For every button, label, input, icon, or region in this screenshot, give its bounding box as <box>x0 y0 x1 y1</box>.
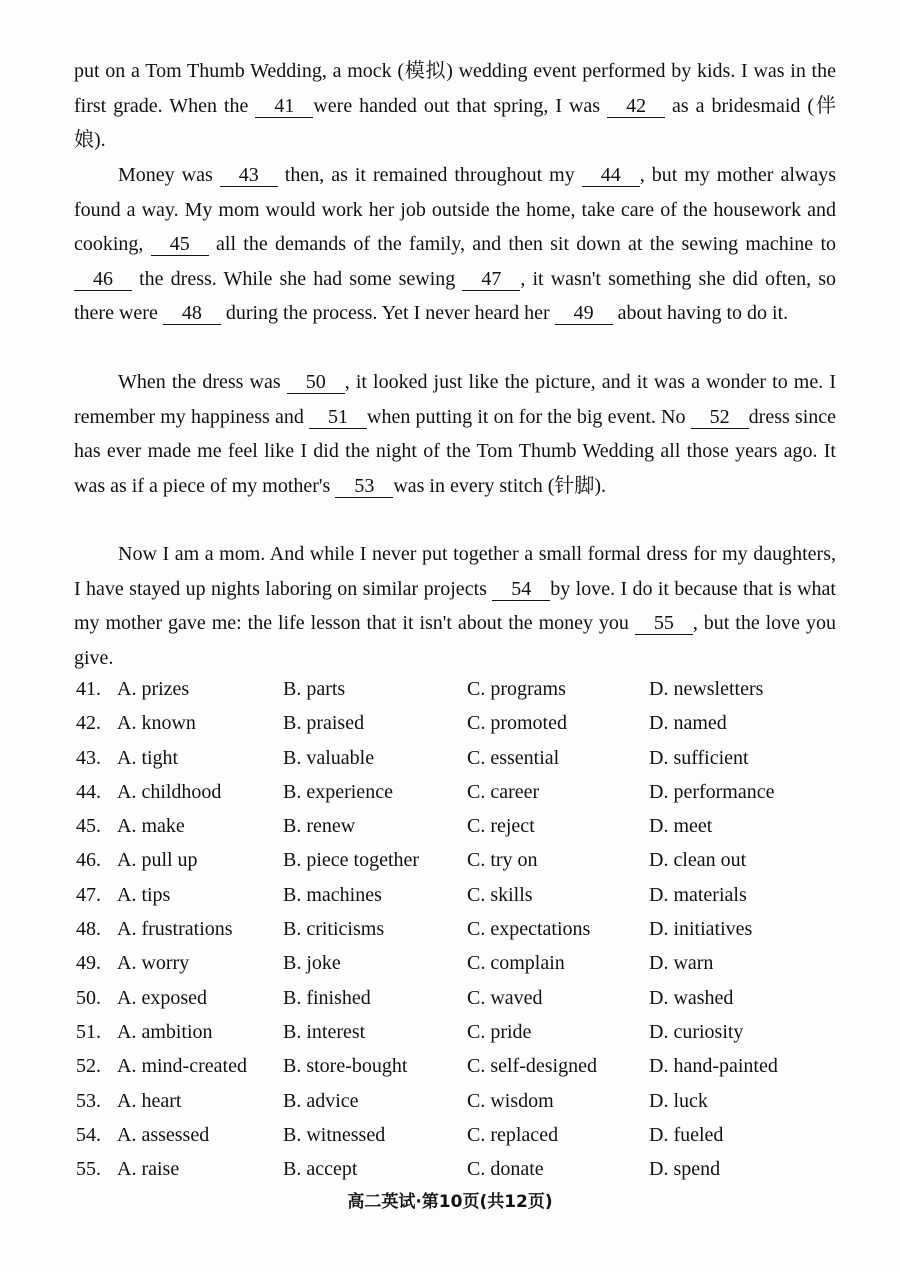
option-a: A. mind-created <box>117 1055 247 1078</box>
option-c: C. complain <box>467 952 565 975</box>
option-b: B. renew <box>283 815 356 838</box>
passage-text: then, as it remained throughout my <box>277 164 582 186</box>
question-row <box>76 1086 866 1120</box>
option-d: D. clean out <box>649 849 747 872</box>
option-d: D. warn <box>649 952 714 975</box>
option-d: D. meet <box>649 815 713 838</box>
option-d: D. newsletters <box>649 678 764 700</box>
option-c: C. expectations <box>467 918 591 941</box>
question-number: 54. <box>76 1123 101 1146</box>
option-a: A. heart <box>117 1089 182 1112</box>
answer-blank: 48 <box>163 302 221 325</box>
answer-blank: 49 <box>555 302 613 325</box>
passage-text: about having to do it. <box>612 302 789 325</box>
question-row <box>76 743 866 777</box>
option-a: A. frustrations <box>117 918 233 941</box>
option-a: A. make <box>117 815 185 838</box>
option-c: C. donate <box>467 1158 544 1181</box>
question-row <box>76 948 866 982</box>
option-d: D. hand-painted <box>649 1055 778 1078</box>
question-row <box>76 708 866 742</box>
passage-text: , it looked just like the picture, and it was a wonder to me. I remember my happiness and <box>74 371 836 428</box>
answer-blank: 42 <box>607 95 665 118</box>
option-a: A. raise <box>117 1158 180 1181</box>
question-number: 55. <box>76 1158 101 1181</box>
passage-paragraph-4 <box>74 537 836 675</box>
answer-options-list <box>76 674 866 1188</box>
question-row <box>76 914 866 948</box>
question-number: 41. <box>76 678 101 700</box>
option-c: C. wisdom <box>467 1089 554 1112</box>
passage-text: , it wasn't something she did often, so there were <box>74 267 836 325</box>
option-d: D. curiosity <box>649 1020 744 1043</box>
option-d: D. materials <box>649 883 747 906</box>
question-number: 42. <box>76 712 101 735</box>
option-c: C. try on <box>467 849 538 872</box>
option-b: B. criticisms <box>283 918 385 941</box>
question-number: 45. <box>76 815 101 838</box>
option-d: D. fueled <box>649 1123 724 1146</box>
option-b: B. joke <box>283 952 341 975</box>
question-row <box>76 811 866 845</box>
passage-text: , but the love you give. <box>74 612 836 669</box>
option-c: C. promoted <box>467 712 567 735</box>
passage-text: Now I am a mom. And while I never put together a small formal dress for my daughters, I have stayed up nights laboring on similar projects <box>74 543 836 600</box>
passage-text: as a bridesmaid (伴娘). <box>74 94 836 152</box>
passage-paragraph-1 <box>74 54 836 158</box>
answer-blank: 53 <box>335 475 393 498</box>
question-number: 52. <box>76 1055 101 1078</box>
passage-text: by love. I do it because that is what my mother gave me: the life lesson that it isn't about the money you <box>74 577 836 635</box>
passage-text: When the dress was <box>118 371 287 393</box>
option-a: A. assessed <box>117 1123 210 1146</box>
passage-text: all the demands of the family, and then sit down at the sewing machine to <box>208 233 836 256</box>
option-b: B. piece together <box>283 849 420 872</box>
option-c: C. waved <box>467 986 543 1009</box>
answer-blank: 52 <box>691 406 749 429</box>
passage-text: Money was <box>118 164 220 186</box>
question-number: 43. <box>76 746 101 769</box>
question-number: 48. <box>76 918 101 941</box>
answer-blank: 54 <box>492 578 550 601</box>
option-b: B. accept <box>283 1158 358 1181</box>
passage-text: put on a Tom Thumb Wedding, a mock (模拟) wedding event performed by kids. I was in the first grade. When the <box>74 60 836 117</box>
question-row <box>76 1154 866 1188</box>
option-d: D. performance <box>649 780 775 803</box>
question-row <box>76 1120 866 1154</box>
answer-blank: 41 <box>255 95 313 118</box>
answer-blank: 44 <box>582 164 640 187</box>
option-a: A. ambition <box>117 1020 213 1043</box>
page-footer: 高二英试·第10页(共12页) <box>347 1192 553 1212</box>
option-a: A. tight <box>117 746 179 769</box>
option-a: A. known <box>117 712 196 735</box>
option-d: D. initiatives <box>649 918 753 941</box>
option-d: D. washed <box>649 986 734 1009</box>
option-a: A. worry <box>117 952 190 975</box>
option-c: C. pride <box>467 1020 532 1043</box>
option-d: D. sufficient <box>649 746 749 769</box>
question-number: 47. <box>76 883 101 906</box>
passage-paragraph-2 <box>74 158 836 331</box>
passage-text: , but my mother always found a way. My mom would work her job outside the home, take care of the housework and cooking, <box>74 164 836 256</box>
option-b: B. store-bought <box>283 1055 408 1078</box>
answer-blank: 43 <box>220 164 278 187</box>
question-row <box>76 674 866 708</box>
option-c: C. essential <box>467 746 560 769</box>
option-c: C. programs <box>467 678 566 700</box>
option-b: B. finished <box>283 986 371 1009</box>
option-d: D. named <box>649 712 727 735</box>
option-a: A. pull up <box>117 849 198 872</box>
option-a: A. exposed <box>117 986 207 1009</box>
option-a: A. childhood <box>117 780 222 803</box>
question-row <box>76 1051 866 1085</box>
option-d: D. luck <box>649 1089 708 1112</box>
answer-blank: 50 <box>287 371 345 394</box>
passage-text: the dress. While she had some sewing <box>132 267 463 290</box>
passage-text: during the process. Yet I never heard her <box>220 302 555 325</box>
option-a: A. prizes <box>117 678 190 700</box>
option-b: B. witnessed <box>283 1123 386 1146</box>
question-row <box>76 880 866 914</box>
option-b: B. machines <box>283 883 382 906</box>
option-b: B. experience <box>283 780 393 803</box>
option-a: A. tips <box>117 883 171 906</box>
option-c: C. reject <box>467 815 535 838</box>
option-b: B. interest <box>283 1020 366 1043</box>
answer-blank: 47 <box>462 268 520 291</box>
question-number: 49. <box>76 952 101 975</box>
option-b: B. valuable <box>283 746 375 769</box>
question-number: 46. <box>76 849 101 872</box>
answer-blank: 55 <box>635 612 693 635</box>
question-row <box>76 777 866 811</box>
option-b: B. parts <box>283 678 346 700</box>
question-row <box>76 845 866 879</box>
question-number: 44. <box>76 780 101 803</box>
passage-text: when putting it on for the big event. No <box>367 405 691 428</box>
question-number: 51. <box>76 1020 101 1043</box>
question-number: 50. <box>76 986 101 1009</box>
option-b: B. advice <box>283 1089 359 1112</box>
question-number: 53. <box>76 1089 101 1112</box>
passage-text: dress since has ever made me feel like I did the night of the Tom Thumb Wedding all those years ago. It was as if a piece of my mother's <box>74 405 837 497</box>
option-c: C. self-designed <box>467 1055 597 1078</box>
passage-text: were handed out that spring, I was <box>313 94 608 117</box>
answer-blank: 51 <box>309 406 367 429</box>
answer-blank: 46 <box>74 268 132 291</box>
question-row <box>76 1017 866 1051</box>
passage-text: was in every stitch (针脚). <box>393 474 607 497</box>
option-c: C. replaced <box>467 1123 559 1146</box>
option-c: C. career <box>467 780 540 803</box>
answer-blank: 45 <box>151 233 209 256</box>
option-b: B. praised <box>283 712 365 735</box>
passage-paragraph-3 <box>74 365 836 503</box>
option-c: C. skills <box>467 883 533 906</box>
option-d: D. spend <box>649 1158 721 1181</box>
question-row <box>76 983 866 1017</box>
